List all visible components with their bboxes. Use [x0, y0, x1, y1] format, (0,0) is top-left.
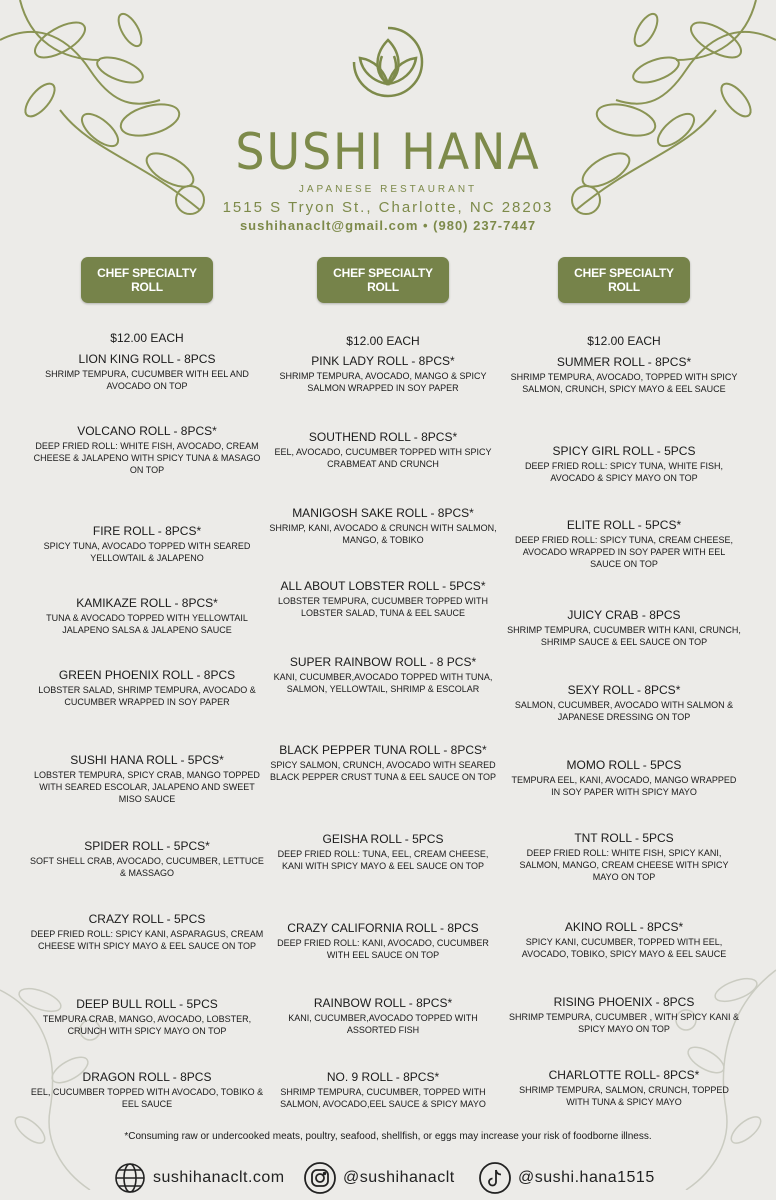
- menu-item: [22, 1070, 272, 1110]
- instagram-link[interactable]: [303, 1160, 455, 1196]
- instagram-icon: [303, 1161, 337, 1195]
- globe-icon: [113, 1161, 147, 1195]
- menu-item-name: SUSHI HANA ROLL - 5PCS*: [70, 753, 224, 767]
- menu-item-description: SPICY TUNA, AVOCADO TOPPED WITH SEARED YELLOWTAIL & JALAPENO: [43, 541, 251, 563]
- menu-item: [22, 912, 272, 952]
- menu-item: [499, 683, 749, 723]
- menu-item-description: LOBSTER SALAD, SHRIMP TEMPURA, AVOCADO & CUCUMBER WRAPPED IN SOY PAPER: [38, 685, 256, 707]
- menu-item-description: SHRIMP TEMPURA, AVOCADO, MANGO & SPICY SALMON WRAPPED IN SOY PAPER: [279, 371, 487, 393]
- menu-item-name: CRAZY CALIFORNIA ROLL - 8PCS: [287, 921, 479, 935]
- menu-item-name: SPICY GIRL ROLL - 5PCS: [552, 444, 696, 458]
- menu-item-name: PINK LADY ROLL - 8PCS*: [311, 354, 455, 368]
- menu-item-name: CRAZY ROLL - 5PCS: [88, 912, 206, 926]
- menu-item: [258, 743, 508, 783]
- menu-item-name: NO. 9 ROLL - 8PCS*: [326, 1070, 440, 1084]
- menu-item-name: LION KING ROLL - 8PCS: [78, 352, 216, 366]
- restaurant-name: SUSHI HANA: [235, 123, 541, 181]
- menu-item-name: SEXY ROLL - 8PCS*: [567, 683, 681, 697]
- menu-item-description: SHRIMP TEMPURA, CUCUMBER WITH EEL AND AVOCADO ON TOP: [45, 369, 249, 391]
- floral-decoration-icon: [636, 930, 776, 1190]
- menu-item: [22, 596, 272, 636]
- menu-item-name: RISING PHOENIX - 8PCS: [553, 995, 695, 1009]
- tiktok-link[interactable]: [478, 1160, 655, 1196]
- menu-item-description: DEEP FRIED ROLL: WHITE FISH, SPICY KANI, SALMON, MANGO, CREAM CHEESE WITH SPICY MAYO ON TOP: [519, 848, 729, 882]
- lotus-logo-icon: [344, 18, 432, 106]
- menu-item: [499, 1068, 749, 1108]
- menu-item-name: AKINO ROLL - 8PCS*: [564, 920, 684, 934]
- menu-item: [22, 753, 272, 805]
- menu-item-name: VOLCANO ROLL - 8PCS*: [77, 424, 217, 438]
- section-badge: CHEF SPECIALTY ROLL: [558, 257, 690, 303]
- menu-item: [499, 355, 749, 395]
- tiktok-handle: @sushi.hana1515: [518, 1169, 655, 1186]
- menu-item: [22, 424, 272, 476]
- menu-item-name: TNT ROLL - 5PCS: [574, 831, 674, 845]
- menu-header: [0, 18, 776, 233]
- menu-column: [499, 257, 749, 356]
- menu-column: [22, 257, 272, 353]
- menu-item-description: SHRIMP, KANI, AVOCADO & CRUNCH WITH SALMON, MANGO, & TOBIKO: [269, 523, 497, 545]
- menu-item-name: GREEN PHOENIX ROLL - 8PCS: [58, 668, 236, 682]
- website-text: sushihanaclt.com: [153, 1169, 285, 1186]
- menu-item-description: SPICY KANI, CUCUMBER, TOPPED WITH EEL, AVOCADO, TOBIKO, SPICY MAYO & EEL SAUCE: [521, 937, 727, 959]
- menu-item-name: DEEP BULL ROLL - 5PCS: [76, 997, 218, 1011]
- menu-item: [22, 839, 272, 879]
- section-price: $12.00 EACH: [346, 334, 420, 348]
- menu-item-name: KAMIKAZE ROLL - 8PCS*: [76, 596, 218, 610]
- menu-item-name: ELITE ROLL - 5PCS*: [566, 518, 682, 532]
- menu-item: [499, 518, 749, 570]
- menu-item-description: LOBSTER TEMPURA, SPICY CRAB, MANGO TOPPED WITH SEARED ESCOLAR, JALAPENO AND SWEET MISO SAUCE: [34, 770, 260, 804]
- menu-item-description: TEMPURA EEL, KANI, AVOCADO, MANGO WRAPPED IN SOY PAPER WITH SPICY MAYO: [511, 775, 737, 797]
- food-safety-disclaimer: *Consuming raw or undercooked meats, poultry, seafood, shellfish, or eggs may increase your risk of foodborne illness.: [124, 1131, 652, 1142]
- menu-item-name: FIRE ROLL - 8PCS*: [92, 524, 202, 538]
- menu-item-name: JUICY CRAB - 8PCS: [567, 608, 681, 622]
- tiktok-icon: [478, 1161, 512, 1195]
- menu-item: [22, 352, 272, 392]
- menu-item-name: SUMMER ROLL - 8PCS*: [556, 355, 692, 369]
- restaurant-address: 1515 S Tryon St., Charlotte, NC 28203: [222, 199, 554, 216]
- menu-item-description: DEEP FRIED ROLL: SPICY TUNA, CREAM CHEESE, AVOCADO WRAPPED IN SOY PAPER WITH EEL SAUCE ON TOP: [514, 535, 734, 569]
- section-badge: CHEF SPECIALTY ROLL: [81, 257, 213, 303]
- menu-item: [499, 444, 749, 484]
- menu-item-description: EEL, CUCUMBER TOPPED WITH AVOCADO, TOBIKO & EEL SAUCE: [30, 1087, 264, 1109]
- menu-item: [22, 997, 272, 1037]
- menu-item-name: ALL ABOUT LOBSTER ROLL - 5PCS*: [280, 579, 486, 593]
- menu-item: [499, 920, 749, 960]
- menu-item: [258, 655, 508, 695]
- menu-item-description: DEEP FRIED ROLL: SPICY KANI, ASPARAGUS, CREAM CHEESE WITH SPICY MAYO & EEL SAUCE ON TOP: [30, 929, 264, 951]
- floral-decoration-icon: [0, 930, 140, 1190]
- menu-item-description: KANI, CUCUMBER,AVOCADO TOPPED WITH TUNA, SALMON, YELLOWTAIL, SHRIMP & ESCOLAR: [273, 672, 493, 694]
- section-badge: CHEF SPECIALTY ROLL: [317, 257, 449, 303]
- menu-item: [22, 524, 272, 564]
- menu-item: [258, 921, 508, 961]
- website-link[interactable]: [113, 1160, 285, 1196]
- menu-item: [258, 579, 508, 619]
- menu-item-description: DEEP FRIED ROLL: WHITE FISH, AVOCADO, CREAM CHEESE & JALAPENO WITH SPICY TUNA & MASAGO ON TOP: [33, 441, 261, 475]
- restaurant-contact: sushihanaclt@gmail.com • (980) 237-7447: [239, 218, 537, 233]
- menu-item-name: MANIGOSH SAKE ROLL - 8PCS*: [292, 506, 474, 520]
- menu-item: [258, 506, 508, 546]
- instagram-handle: @sushihanaclt: [343, 1169, 455, 1186]
- menu-item-description: TUNA & AVOCADO TOPPED WITH YELLOWTAIL JALAPENO SALSA & JALAPENO SAUCE: [46, 613, 248, 635]
- menu-item-name: SOUTHEND ROLL - 8PCS*: [308, 430, 458, 444]
- menu-item-description: SALMON, CUCUMBER, AVOCADO WITH SALMON & JAPANESE DRESSING ON TOP: [514, 700, 734, 722]
- menu-item-name: MOMO ROLL - 5PCS: [566, 758, 682, 772]
- menu-item-description: SPICY SALMON, CRUNCH, AVOCADO WITH SEARED BLACK PEPPER CRUST TUNA & EEL SAUCE ON TOP: [269, 760, 497, 782]
- social-footer: [0, 1160, 776, 1196]
- restaurant-subtitle: JAPANESE RESTAURANT: [298, 184, 478, 195]
- menu-item: [258, 996, 508, 1036]
- menu-item: [258, 430, 508, 470]
- menu-item-name: BLACK PEPPER TUNA ROLL - 8PCS*: [279, 743, 487, 757]
- menu-item-name: SUPER RAINBOW ROLL - 8 PCS*: [289, 655, 477, 669]
- menu-item-name: GEISHA ROLL - 5PCS: [322, 832, 444, 846]
- section-price: $12.00 EACH: [587, 334, 661, 348]
- menu-item: [499, 758, 749, 798]
- menu-item-description: SHRIMP TEMPURA, AVOCADO, TOPPED WITH SPICY SALMON, CRUNCH, SPICY MAYO & EEL SAUCE: [510, 372, 738, 394]
- menu-item: [258, 354, 508, 394]
- menu-item-description: LOBSTER TEMPURA, CUCUMBER TOPPED WITH LOBSTER SALAD, TUNA & EEL SAUCE: [277, 596, 489, 618]
- menu-item: [22, 668, 272, 708]
- menu-item-description: SHRIMP TEMPURA, CUCUMBER , WITH SPICY KANI & SPICY MAYO ON TOP: [508, 1012, 740, 1034]
- menu-item-description: SHRIMP TEMPURA, CUCUMBER WITH KANI, CRUNCH, SHRIMP SAUCE & EEL SAUCE ON TOP: [507, 625, 741, 647]
- menu-item-description: SHRIMP TEMPURA, CUCUMBER, TOPPED WITH SALMON, AVOCADO,EEL SAUCE & SPICY MAYO: [280, 1087, 486, 1109]
- menu-item-description: TEMPURA CRAB, MANGO, AVOCADO, LOBSTER, CRUNCH WITH SPICY MAYO ON TOP: [42, 1014, 252, 1036]
- menu-item-description: SHRIMP TEMPURA, SALMON, CRUNCH, TOPPED WITH TUNA & SPICY MAYO: [519, 1085, 729, 1107]
- menu-item-name: RAINBOW ROLL - 8PCS*: [313, 996, 453, 1010]
- menu-item-description: DEEP FRIED ROLL: KANI, AVOCADO, CUCUMBER WITH EEL SAUCE ON TOP: [277, 938, 489, 960]
- menu-item: [499, 995, 749, 1035]
- menu-item-description: DEEP FRIED ROLL: SPICY TUNA, WHITE FISH, AVOCADO & SPICY MAYO ON TOP: [524, 461, 724, 483]
- menu-item-description: KANI, CUCUMBER,AVOCADO TOPPED WITH ASSORTED FISH: [288, 1013, 478, 1035]
- menu-item-name: SPIDER ROLL - 5PCS*: [84, 839, 210, 853]
- menu-item-name: DRAGON ROLL - 8PCS: [82, 1070, 212, 1084]
- menu-item: [499, 608, 749, 648]
- menu-item: [258, 1070, 508, 1110]
- menu-item-description: DEEP FRIED ROLL: TUNA, EEL, CREAM CHEESE, KANI WITH SPICY MAYO & EEL SAUCE ON TOP: [277, 849, 489, 871]
- menu-item: [499, 831, 749, 883]
- menu-column: [258, 257, 508, 356]
- menu-item: [258, 832, 508, 872]
- menu-item-name: CHARLOTTE ROLL- 8PCS*: [548, 1068, 700, 1082]
- menu-item-description: EEL, AVOCADO, CUCUMBER TOPPED WITH SPICY CRABMEAT AND CRUNCH: [274, 447, 492, 469]
- section-price: $12.00 EACH: [110, 331, 184, 345]
- menu-item-description: SOFT SHELL CRAB, AVOCADO, CUCUMBER, LETTUCE & MASSAGO: [30, 856, 264, 878]
